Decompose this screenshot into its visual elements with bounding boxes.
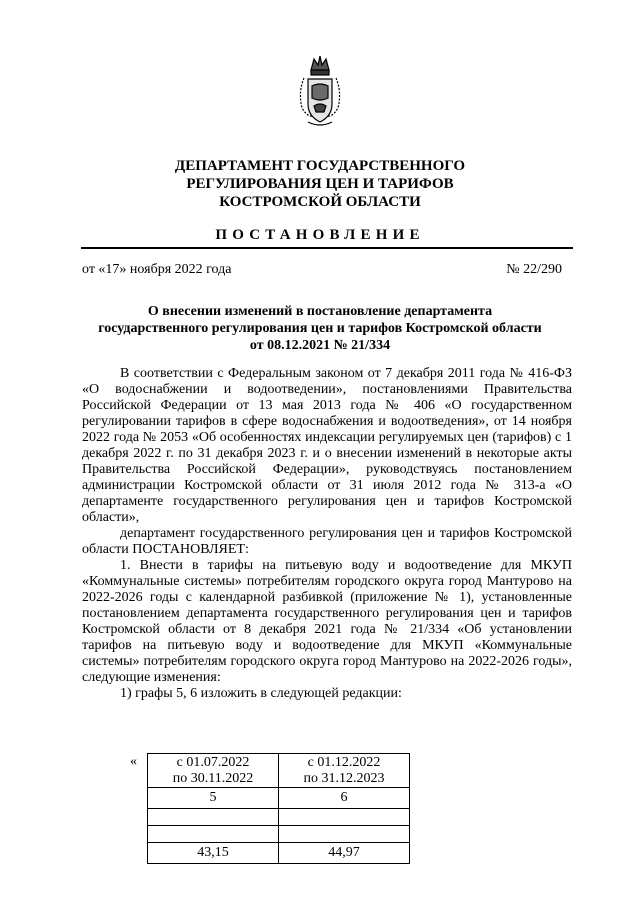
column-number: 6 (279, 788, 410, 809)
document-body (82, 366, 572, 702)
department-line: РЕГУЛИРОВАНИЯ ЦЕН И ТАРИФОВ (186, 176, 454, 192)
department-line: ДЕПАРТАМЕНТ ГОСУДАРСТВЕННОГО (174, 158, 466, 174)
title-line: от 08.12.2021 № 21/334 (249, 338, 391, 353)
opening-quote: « (130, 754, 137, 769)
tariff-table (147, 753, 410, 864)
table-row (148, 788, 410, 809)
body-paragraph: 1) графы 5, 6 изложить в следующей редакции: (120, 686, 402, 701)
table-row (148, 754, 410, 788)
title-line: О внесении изменений в постановление департамента (147, 304, 493, 319)
body-paragraph: 1. Внести в тарифы на питьевую воду и водоотведение для МКУП «Коммунальные системы» потребителям городского округа город Мантурово на 2022-2026 годы с календарной разбивкой (приложение № 1), установленные постановлением департамента государственного регулирования цен и тарифов Костромской области от 8 декабря 2021 года № 21/334 «Об установлении тарифов на питьевую воду и водоотведение для МКУП «Коммунальные системы» потребителям городского округа город Мантурово на 2022-2026 годы», следующие изменения: (82, 558, 572, 685)
body-paragraph: департамент государственного регулирования цен и тарифов Костромской области ПОСТАНОВЛЯЕТ: (82, 526, 572, 557)
header-divider (81, 247, 573, 249)
department-name (0, 157, 640, 211)
empty-cell (148, 826, 279, 843)
title-line: государственного регулирования цен и тарифов Костромской области (98, 321, 542, 336)
empty-cell (279, 809, 410, 826)
table-row (148, 826, 410, 843)
table-row (148, 843, 410, 864)
tariff-value: 43,15 (148, 843, 279, 864)
empty-cell (279, 826, 410, 843)
period-end: по 30.11.2022 (172, 770, 254, 786)
column-number: 5 (148, 788, 279, 809)
body-paragraph: В соответствии с Федеральным законом от 7 декабря 2011 года № 416-ФЗ «О водоснабжении и водоотведении», постановлениями Правительства Российской Федерации от 13 мая 2013 года № 406 «О государственном регулировании тарифов в сфере водоснабжения и водоотведения», от 14 ноября 2022 года № 2053 «Об особенностях индексации регулируемых цен (тарифов) с 1 декабря 2022 г. по 31 декабря 2023 г. и о внесении изменений в некоторые акты Правительства Российской Федерации», руководствуясь постановлением администрации Костромской области от 31 июля 2012 года № 313-а «О департаменте государственного регулирования цен и тарифов Костромской области», (82, 366, 572, 525)
empty-cell (148, 809, 279, 826)
tariff-value: 44,97 (279, 843, 410, 864)
department-line: КОСТРОМСКОЙ ОБЛАСТИ (219, 194, 421, 210)
table-cell (279, 754, 410, 788)
document-title (0, 303, 640, 354)
coat-of-arms-icon (294, 52, 346, 128)
document-date: от «17» ноября 2022 года (82, 262, 232, 277)
period-start: с 01.12.2022 (307, 754, 381, 770)
document-number: № 22/290 (506, 262, 562, 277)
period-start: с 01.07.2022 (176, 754, 250, 770)
period-end: по 31.12.2023 (303, 770, 385, 786)
table-row (148, 809, 410, 826)
table-cell (148, 754, 279, 788)
document-type: ПОСТАНОВЛЕНИЕ (215, 227, 425, 243)
